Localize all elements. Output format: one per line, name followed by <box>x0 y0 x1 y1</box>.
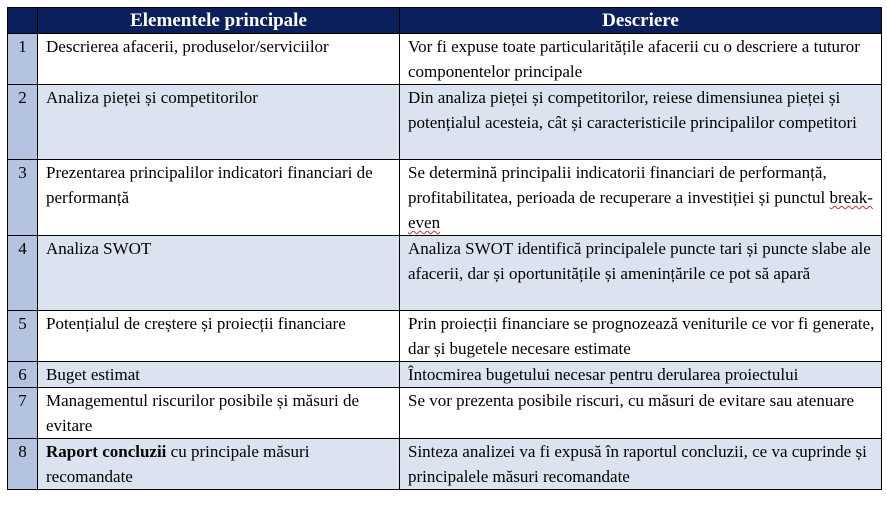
table-row <box>8 34 882 85</box>
row-element: Potențialul de creștere și proiecții financiare <box>38 311 400 362</box>
table-row <box>8 236 882 311</box>
header-number <box>8 8 38 34</box>
row-element: Managementul riscurilor posibile și măsuri de evitare <box>38 388 400 439</box>
row-description: Prin proiecții financiare se prognozează veniturile ce vor fi generate, dar și bugetele necesare estimate <box>400 311 882 362</box>
table-row <box>8 362 882 388</box>
row-element-bold: Raport concluzii <box>46 442 167 461</box>
row-number: 4 <box>8 236 38 311</box>
header-description: Descriere <box>400 8 882 34</box>
row-number: 6 <box>8 362 38 388</box>
table-row <box>8 311 882 362</box>
row-description-text: Se determină principalii indicatorii financiari de performanță, profitabilitatea, perioada de recuperare a investiției și punctul <box>408 163 830 207</box>
row-description: Vor fi expuse toate particularitățile afacerii cu o descriere a tuturor componentelor principale <box>400 34 882 85</box>
row-description <box>400 160 882 236</box>
row-number: 5 <box>8 311 38 362</box>
row-number: 1 <box>8 34 38 85</box>
row-element: Buget estimat <box>38 362 400 388</box>
row-description: Analiza SWOT identifică principalele puncte tari și puncte slabe ale afacerii, dar și oportunitățile și amenințările ce pot să apară <box>400 236 882 311</box>
table-row <box>8 85 882 160</box>
row-number: 7 <box>8 388 38 439</box>
row-number: 2 <box>8 85 38 160</box>
table-row <box>8 439 882 490</box>
row-number: 3 <box>8 160 38 236</box>
row-description: Din analiza pieței și competitorilor, reiese dimensiunea pieței și potențialul acesteia, cât și caracteristicile principalilor competitori <box>400 85 882 160</box>
business-plan-table <box>7 7 882 490</box>
header-elements: Elementele principale <box>38 8 400 34</box>
row-description: Sinteza analizei va fi expusă în raportul concluzii, ce va cuprinde și principalele măsuri recomandate <box>400 439 882 490</box>
row-description: Întocmirea bugetului necesar pentru derularea proiectului <box>400 362 882 388</box>
row-element-text: cu principale măsuri recomandate <box>46 442 310 486</box>
table-row <box>8 160 882 236</box>
table-row <box>8 388 882 439</box>
row-element: Analiza SWOT <box>38 236 400 311</box>
row-number: 8 <box>8 439 38 490</box>
row-element: Descrierea afacerii, produselor/serviciilor <box>38 34 400 85</box>
spellcheck-flagged-word: break-even <box>408 188 873 232</box>
row-description: Se vor prezenta posibile riscuri, cu măsuri de evitare sau atenuare <box>400 388 882 439</box>
table-header-row <box>8 8 882 34</box>
row-element: Prezentarea principalilor indicatori financiari de performanță <box>38 160 400 236</box>
row-element: Analiza pieței și competitorilor <box>38 85 400 160</box>
row-element <box>38 439 400 490</box>
